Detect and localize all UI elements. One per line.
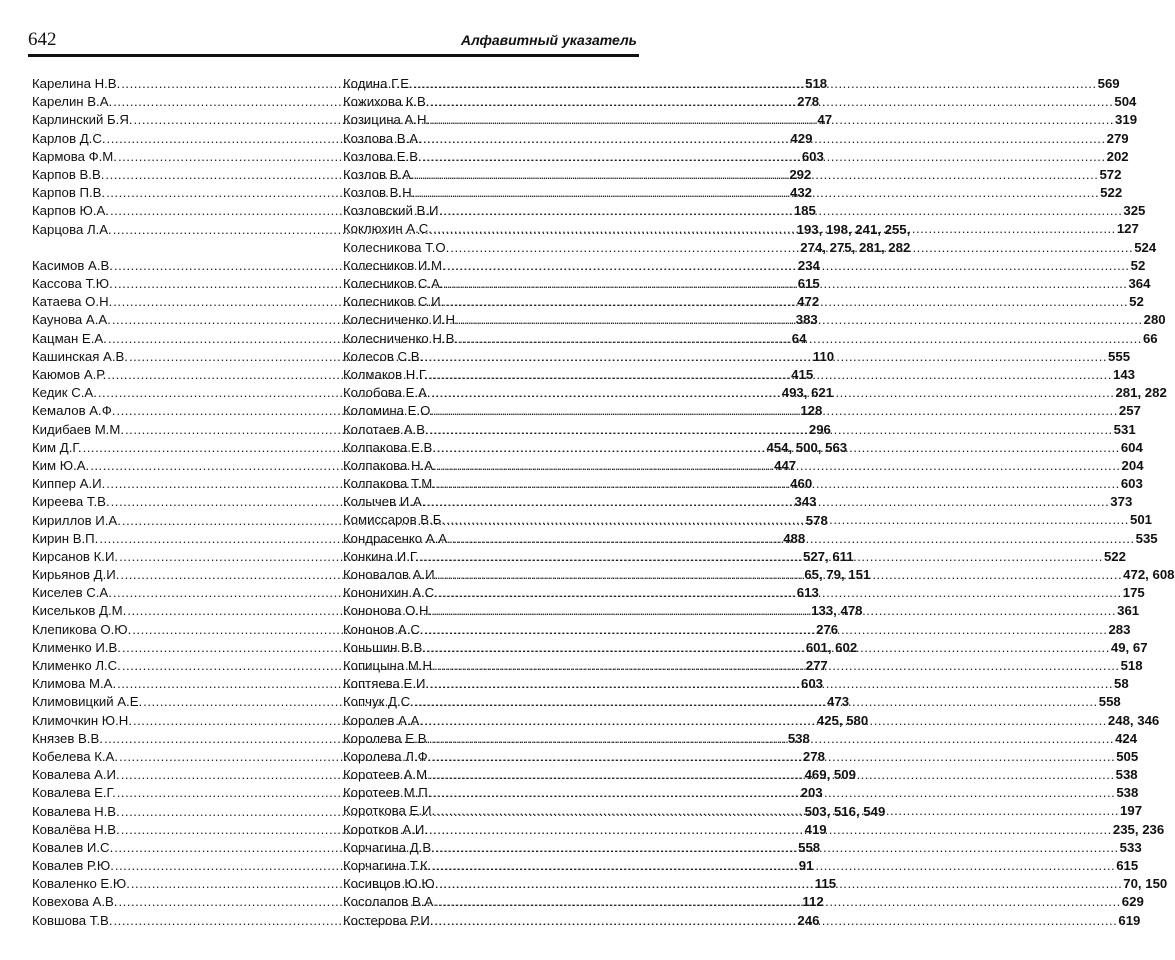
- entry-name: Кодина Г.Е.: [343, 75, 413, 91]
- entry-pages: 202: [1106, 148, 1129, 164]
- entry-pages: 277: [805, 658, 828, 673]
- entry-name: Карпов Ю.А.: [32, 203, 109, 219]
- entry-name: Королева Л.Ф.: [343, 748, 432, 764]
- entry-name: Конкина И.Г.: [343, 548, 420, 564]
- entry-pages: 522: [1100, 185, 1123, 201]
- entry-pages: 454, 500, 563: [766, 439, 848, 455]
- leader-dots: [439, 875, 1122, 893]
- entry-name: Козлов В.Н.: [343, 185, 416, 201]
- leader-dots: [431, 730, 1114, 748]
- entry-pages: 110: [812, 348, 835, 364]
- entry-pages: 424: [1115, 730, 1138, 746]
- entry-pages: 343: [794, 494, 817, 510]
- entry-name: Катаева О.Н.: [32, 294, 113, 310]
- entry-name: Кемалов А.Ф.: [32, 403, 116, 419]
- entry-name: Кисельков Д.М.: [32, 603, 127, 619]
- entry-pages: 70, 150: [1123, 876, 1168, 892]
- entry-name: Козлова В.А.: [343, 130, 422, 146]
- entry-name: Каунова А.А.: [32, 312, 111, 328]
- leader-dots: [430, 675, 1113, 693]
- entry-pages: 185: [793, 203, 816, 219]
- entry-name: Кононова О.Н.: [343, 603, 433, 619]
- entry-name: Колобова Е.А.: [343, 385, 431, 401]
- entry-name: Карлинский Б.Я.: [32, 112, 133, 128]
- entry-name: Карлов Д.С.: [32, 130, 106, 146]
- entry-name: Короткова Е.И.: [343, 803, 436, 819]
- entry-name: Косивцов Ю.Ю.: [343, 876, 439, 892]
- leader-dots: [427, 639, 1110, 657]
- entry-pages: 279: [1106, 130, 1129, 146]
- entry-name: Кацман Е.А.: [32, 330, 107, 346]
- entry-pages: 472, 608: [1123, 567, 1175, 583]
- entry-name: Кирсанов К.И.: [32, 548, 119, 564]
- entry-pages: 248, 346: [1107, 712, 1160, 728]
- leader-dots: [423, 130, 1106, 148]
- leader-dots: [434, 912, 1117, 930]
- entry-pages: 538: [1116, 785, 1139, 801]
- entry-pages: 283: [1108, 621, 1131, 637]
- entry-pages: 503, 516, 549: [804, 803, 886, 819]
- entry-name: Карпов В.В.: [32, 166, 105, 182]
- entry-pages: 473: [827, 694, 850, 710]
- leader-dots: [438, 893, 1121, 911]
- entry-name: Клименко Л.С.: [32, 658, 121, 673]
- leader-dots: [432, 766, 1115, 784]
- entry-name: Клименко И.В.: [32, 639, 121, 655]
- entry-name: Коптяева Е.И.: [343, 676, 430, 692]
- entry-pages: 246: [797, 912, 820, 928]
- entry-pages: 175: [1122, 585, 1145, 601]
- leader-dots: [433, 602, 1116, 620]
- entry-pages: 133, 478: [811, 603, 863, 619]
- entry-pages: 235, 236: [1112, 821, 1165, 837]
- entry-pages: 64: [791, 330, 807, 346]
- entry-name: Козлова Е.В.: [343, 148, 422, 164]
- entry-name: Кононов А.С.: [343, 621, 424, 637]
- entry-name: Киреева Т.В.: [32, 494, 110, 510]
- entry-name: Кириллов И.А.: [32, 512, 121, 528]
- entry-pages: 472: [797, 294, 820, 310]
- entry-pages: 52: [1130, 257, 1146, 273]
- entry-name: Коваленко Е.Ю.: [32, 876, 130, 892]
- entry-pages: 415: [791, 367, 814, 382]
- entry-name: Кармова Ф.М.: [32, 148, 117, 164]
- entry-pages: 193, 198, 241, 255,: [796, 221, 911, 237]
- leader-dots: [437, 657, 1120, 675]
- page-number: 642: [28, 29, 57, 50]
- entry-pages: 604: [1120, 439, 1143, 455]
- entry-pages: 49, 67: [1110, 639, 1148, 655]
- entry-name: Ким Д.Г.: [32, 439, 82, 455]
- entry-name: Кирьянов Д.И.: [32, 567, 120, 583]
- running-title: Алфавитный указатель: [460, 32, 637, 48]
- entry-pages: 524: [1134, 239, 1157, 255]
- entry-name: Косолапов В.А.: [343, 894, 437, 910]
- leader-dots: [446, 511, 1129, 529]
- entry-name: Колпакова Т.М.: [343, 476, 436, 492]
- leader-dots: [414, 75, 1097, 93]
- entry-pages: 204: [1121, 457, 1144, 473]
- entry-pages: 143: [1113, 366, 1136, 382]
- entry-name: Климовицкий А.Е.: [32, 694, 143, 710]
- entry-pages: 538: [1115, 767, 1138, 783]
- entry-name: Касимов А.В.: [32, 257, 113, 273]
- entry-pages: 278: [802, 748, 825, 764]
- leader-dots: [439, 566, 1122, 584]
- entry-pages: 572: [1099, 166, 1122, 182]
- entry-name: Комиссаров В.Б.: [343, 512, 446, 528]
- entry-pages: 257: [1118, 403, 1141, 419]
- entry-pages: 518: [1120, 657, 1143, 673]
- leader-dots: [436, 839, 1119, 857]
- entry-name: Колычев И.А.: [343, 494, 426, 510]
- entry-name: Корчагина Т.К.: [343, 858, 432, 874]
- entry-name: Козловский В.И: [343, 203, 439, 219]
- leader-dots: [450, 239, 1133, 257]
- entry-name: Колесникова Т.О.: [343, 239, 450, 255]
- entry-name: Ковалева Е.Г.: [32, 785, 116, 801]
- leader-dots: [439, 584, 1122, 602]
- entry-name: Климочкин Ю.Н.: [32, 712, 132, 728]
- entry-name: Карелин В.А.: [32, 94, 113, 110]
- entry-name: Колесниченко Н.В.: [343, 330, 459, 346]
- leader-dots: [445, 293, 1128, 311]
- entry-name: Козлов В.А.: [343, 166, 415, 182]
- leader-dots: [437, 475, 1120, 493]
- leader-dots: [426, 493, 1109, 511]
- leader-dots: [432, 784, 1115, 802]
- entry-name: Колпакова Н.А.: [343, 457, 437, 473]
- leader-dots: [423, 148, 1106, 166]
- entry-pages: 615: [1116, 858, 1139, 874]
- entry-pages: 601, 602: [805, 639, 858, 655]
- entry-pages: 538: [787, 730, 810, 746]
- entry-name: Коновалов А.И.: [343, 567, 439, 583]
- entry-pages: 447: [774, 457, 797, 473]
- entry-pages: 276: [816, 621, 839, 637]
- entry-name: Колпакова Е.В.: [343, 439, 436, 455]
- entry-pages: 65, 79, 151: [804, 567, 871, 583]
- leader-dots: [435, 402, 1118, 420]
- entry-name: Карелина Н.В.: [32, 75, 121, 91]
- entry-pages: 629: [1121, 894, 1144, 910]
- entry-name: Колотаев А.В.: [343, 421, 429, 437]
- entry-name: Колесов С.В.: [343, 348, 424, 364]
- entry-pages: 383: [795, 312, 818, 328]
- entry-pages: 66: [1142, 330, 1158, 346]
- entry-name: Каюмов А.Р.: [32, 367, 107, 382]
- entry-name: Колмаков Н.Г.: [343, 366, 429, 382]
- leader-dots: [445, 275, 1128, 293]
- entry-pages: 280: [1143, 312, 1166, 328]
- entry-pages: 488: [783, 530, 806, 546]
- entry-pages: 429: [790, 130, 813, 146]
- entry-name: Кидибаев М.М.: [32, 421, 124, 437]
- entry-pages: 52: [1129, 294, 1144, 310]
- entry-pages: 493, 621: [781, 385, 834, 401]
- entry-pages: 501: [1129, 512, 1152, 528]
- entry-pages: 555: [1108, 348, 1131, 364]
- entry-pages: 619: [1118, 912, 1141, 928]
- entry-pages: 518: [805, 75, 828, 91]
- leader-dots: [437, 439, 1120, 457]
- leader-dots: [429, 366, 1112, 384]
- leader-dots: [416, 166, 1099, 184]
- leader-dots: [431, 93, 1114, 111]
- entry-pages: 91: [798, 858, 814, 874]
- entry-name: Кассова Т.Ю.: [32, 276, 113, 292]
- entry-name: Карцова Л.А.: [32, 221, 112, 237]
- entry-name: Ковшова Т.В.: [32, 912, 113, 928]
- leader-dots: [447, 257, 1130, 275]
- entry-pages: 533: [1119, 839, 1142, 855]
- entry-pages: 522: [1103, 548, 1126, 564]
- entry-pages: 613: [796, 585, 819, 601]
- entry-name: Ковалёва Н.В.: [32, 821, 120, 837]
- entry-name: Корчагина Д.В.: [343, 839, 435, 855]
- leader-dots: [433, 220, 1116, 238]
- entry-name: Коротеев А.М.: [343, 767, 431, 783]
- leader-dots: [440, 202, 1123, 220]
- entry-pages: 127: [1116, 221, 1139, 237]
- entry-pages: 425, 580: [816, 712, 869, 728]
- entry-name: Климова М.А.: [32, 676, 117, 692]
- entry-pages: 419: [804, 821, 827, 837]
- leader-dots: [424, 712, 1107, 730]
- entry-name: Колесников И.М.: [343, 257, 446, 273]
- entry-name: Колесников С.А.: [343, 276, 444, 292]
- entry-name: Королев А.А.: [343, 712, 424, 728]
- entry-name: Ковалева А.И.: [32, 767, 120, 783]
- entry-name: Ковехова А.В.: [32, 894, 118, 910]
- leader-dots: [436, 802, 1119, 820]
- leader-dots: [430, 421, 1113, 439]
- leader-dots: [432, 384, 1115, 402]
- entry-pages: 460: [790, 476, 813, 492]
- entry-name: Коротеев М.П.: [343, 785, 432, 801]
- entry-pages: 58: [1114, 676, 1129, 692]
- entry-name: Копицына М.Н.: [343, 657, 436, 673]
- entry-pages: 469, 509: [804, 767, 856, 783]
- leader-dots: [429, 821, 1112, 839]
- entry-pages: 603: [1120, 476, 1143, 492]
- entry-pages: 504: [1114, 94, 1137, 110]
- entry-pages: 128: [800, 403, 823, 419]
- entry-pages: 531: [1113, 421, 1136, 437]
- entry-pages: 569: [1097, 75, 1120, 91]
- entry-name: Коломина Е.О.: [343, 403, 434, 419]
- entry-pages: 281, 282: [1115, 385, 1167, 401]
- header-rule: [28, 54, 639, 57]
- entry-name: Князев В.В.: [32, 730, 103, 746]
- entry-pages: 296: [808, 421, 831, 437]
- entry-pages: 432: [790, 185, 813, 201]
- leader-dots: [425, 621, 1108, 639]
- entry-pages: 558: [1098, 694, 1121, 710]
- entry-name: Кондрасенко А.А.: [343, 530, 451, 546]
- entry-name: Колесников С.И.: [343, 294, 445, 310]
- entry-name: Ковалев И.С.: [32, 839, 114, 855]
- entry-name: Королева Е.В.: [343, 730, 431, 746]
- entry-name: Кобелева К.А.: [32, 748, 119, 764]
- entry-pages: 558: [798, 839, 821, 855]
- entry-pages: 197: [1120, 803, 1143, 819]
- entry-name: Кирин В.П.: [32, 530, 99, 546]
- entry-name: Киппер А.И.: [32, 476, 106, 492]
- entry-name: Колесниченко И.Н.: [343, 312, 459, 328]
- leader-dots: [415, 693, 1098, 711]
- entry-name: Коньшин В.В.: [343, 639, 426, 655]
- entry-name: Кашинская А.В.: [32, 348, 128, 364]
- leader-dots: [424, 348, 1107, 366]
- entry-name: Кедик С.А.: [32, 385, 97, 401]
- entry-name: Ким Ю.А.: [32, 457, 90, 473]
- entry-name: Костерова Р.И.: [343, 912, 434, 928]
- entry-name: Коклюхин А.С.: [343, 221, 432, 237]
- entry-name: Ковалев Р.Ю.: [32, 858, 114, 874]
- leader-dots: [452, 530, 1135, 548]
- entry-name: Карпов П.В.: [32, 185, 106, 201]
- entry-pages: 535: [1135, 530, 1158, 546]
- entry-pages: 364: [1128, 276, 1151, 292]
- entry-name: Кононихин А.С.: [343, 585, 438, 601]
- entry-name: Ковалева Н.В.: [32, 803, 120, 819]
- entry-pages: 112: [802, 894, 824, 910]
- leader-dots: [438, 457, 1121, 475]
- entry-pages: 505: [1116, 748, 1139, 764]
- entry-pages: 115: [814, 876, 837, 892]
- entry-name: Кожихова К.В.: [343, 94, 430, 110]
- entry-name: Копчук Д.С.: [343, 694, 414, 710]
- entry-pages: 527, 611: [802, 548, 854, 564]
- entry-pages: 603: [801, 148, 824, 164]
- entry-name: Козицина А.Н.: [343, 112, 431, 128]
- entry-pages: 373: [1110, 494, 1133, 510]
- leader-dots: [416, 184, 1099, 202]
- leader-dots: [431, 111, 1114, 129]
- entry-pages: 278: [797, 94, 820, 110]
- entry-pages: 203: [800, 785, 823, 801]
- entry-pages: 615: [797, 276, 820, 292]
- entry-pages: 292: [789, 166, 812, 182]
- entry-pages: 325: [1123, 203, 1146, 219]
- entry-pages: 578: [805, 512, 828, 528]
- entry-pages-continued: 274, 275, 281, 282: [800, 239, 911, 255]
- entry-pages: 234: [797, 257, 820, 273]
- entry-pages: 603: [801, 676, 824, 692]
- leader-dots: [432, 748, 1115, 766]
- leader-dots: [460, 311, 1143, 329]
- entry-name: Клепикова О.Ю.: [32, 621, 132, 637]
- entry-pages: 319: [1115, 112, 1138, 128]
- page-header: [28, 28, 639, 54]
- leader-dots: [459, 330, 1142, 348]
- entry-name: Коротков А.И.: [343, 821, 428, 837]
- entry-name: Киселев С.А.: [32, 585, 112, 601]
- leader-dots: [432, 857, 1115, 875]
- entry-pages: 361: [1117, 603, 1140, 619]
- leader-dots: [420, 548, 1103, 566]
- entry-pages: 47: [817, 112, 833, 128]
